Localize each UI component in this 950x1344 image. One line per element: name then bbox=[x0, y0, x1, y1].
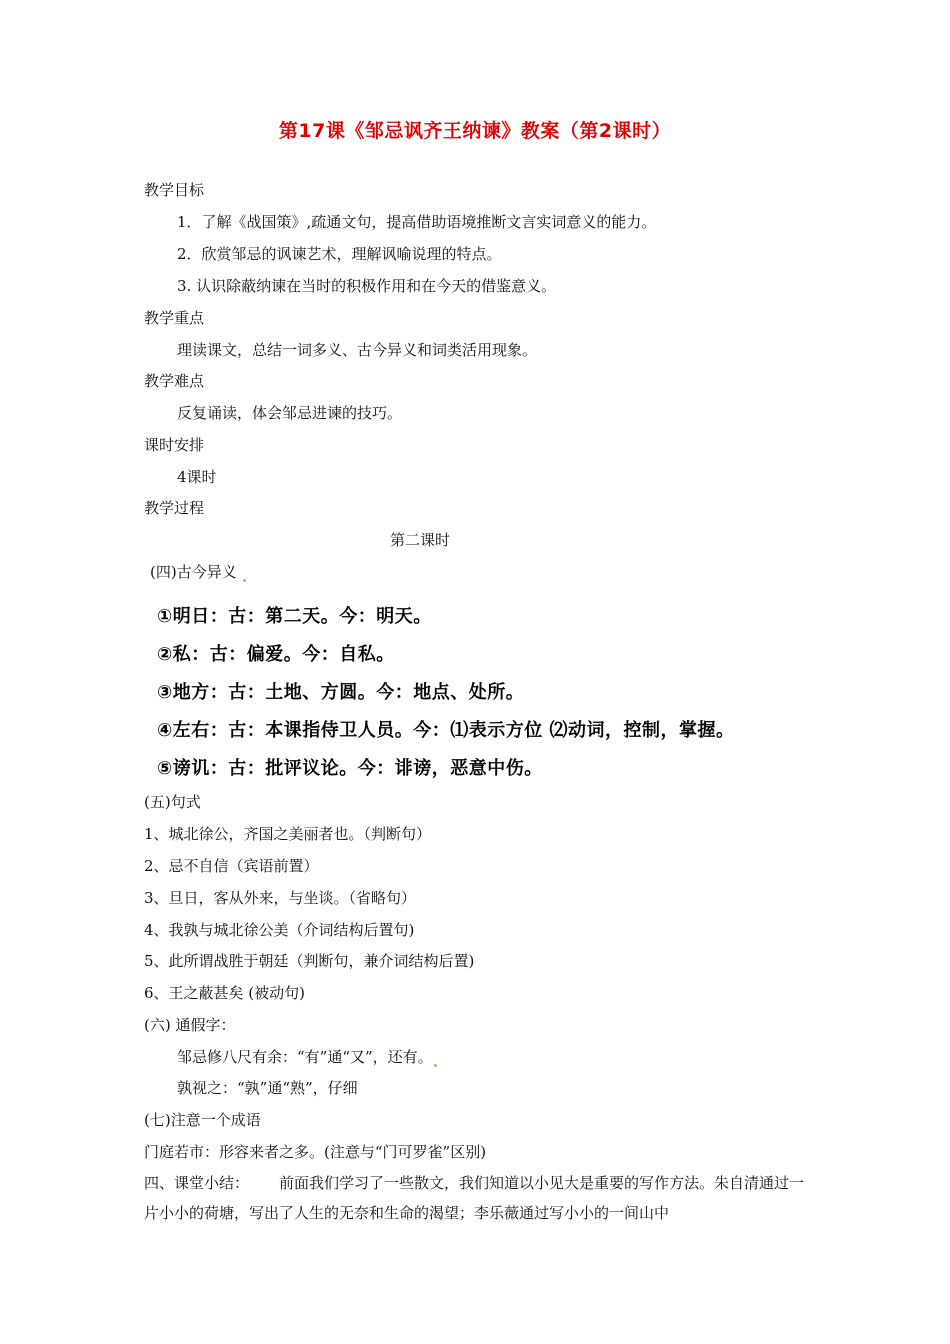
focus-heading: 教学重点 bbox=[144, 309, 205, 327]
summary-label: 四、课堂小结： bbox=[144, 1174, 250, 1192]
lesson-label: 第二课时 bbox=[389, 531, 450, 549]
handwritten-line: ②私：古：偏爱。今：自私。 bbox=[157, 644, 395, 665]
part4-heading: (四)古今异义 bbox=[150, 562, 247, 582]
focus-text: 理读课文，总结一词多义、古今异义和词类活用现象。 bbox=[177, 341, 538, 359]
summary-paragraph bbox=[144, 1168, 814, 1228]
sentence-item: 2、忌不自信（宾语前置） bbox=[144, 857, 319, 875]
sentence-item: 3、旦日，客从外来，与坐谈。（省略句） bbox=[144, 889, 417, 907]
handwritten-line: ⑤谤讥：古：批评议论。今：诽谤，恶意中伤。 bbox=[157, 758, 543, 779]
process-heading: 教学过程 bbox=[144, 499, 205, 517]
part5-heading: (五)句式 bbox=[144, 793, 201, 811]
difficulty-text: 反复诵读，体会邹忌进谏的技巧。 bbox=[177, 404, 403, 422]
schedule-text: 4课时 bbox=[177, 468, 217, 486]
objective-item: 1．了解《战国策》,疏通文句，提高借助语境推断文言实词意义的能力。 bbox=[177, 213, 657, 231]
objective-item: 2．欣赏邹忌的讽谏艺术，理解讽喻说理的特点。 bbox=[177, 245, 502, 263]
part7-heading: (七)注意一个成语 bbox=[144, 1111, 261, 1129]
difficulty-heading: 教学难点 bbox=[144, 372, 205, 390]
sentence-item: 5、此所谓战胜于朝廷（判断句，兼介词结构后置) bbox=[144, 952, 475, 970]
tongjia-item: 孰视之：“孰”通“熟”，仔细 bbox=[177, 1079, 358, 1097]
idiom-text: 门庭若市：形容来者之多。(注意与“门可罗雀”区别) bbox=[144, 1143, 487, 1161]
objective-item: 3. 认识除蔽纳谏在当时的积极作用和在今天的借鉴意义。 bbox=[177, 277, 557, 295]
lesson-title: 第17课《邹忌讽齐王纳谏》教案（第2课时） bbox=[278, 120, 672, 142]
sentence-item: 1、城北徐公，齐国之美丽者也。（判断句） bbox=[144, 825, 432, 843]
handwritten-line: ①明日：古：第二天。今：明天。 bbox=[157, 606, 432, 627]
handwritten-line: ③地方：古：土地、方圆。今：地点、处所。 bbox=[157, 682, 525, 703]
schedule-heading: 课时安排 bbox=[144, 436, 205, 454]
objectives-heading: 教学目标 bbox=[144, 181, 205, 199]
handwritten-line: ④左右：古：本课指侍卫人员。今：⑴表示方位 ⑵动词，控制，掌握。 bbox=[157, 720, 735, 741]
tongjia-item: 邹忌修八尺有余：“有”通“又”，还有。 bbox=[177, 1047, 438, 1067]
summary-text: 前面我们学习了一些散文，我们知道以小见大是重要的写作方法。朱自清通过一片小小的荷塘，写出了人生的无奈和生命的渴望；李乐薇通过写小小的一间山中 bbox=[144, 1174, 805, 1222]
sentence-item: 4、我孰与城北徐公美（介词结构后置句) bbox=[144, 921, 415, 939]
part6-heading: (六) 通假字： bbox=[144, 1016, 236, 1034]
sentence-item: 6、王之蔽甚矣 (被动句) bbox=[144, 984, 306, 1002]
